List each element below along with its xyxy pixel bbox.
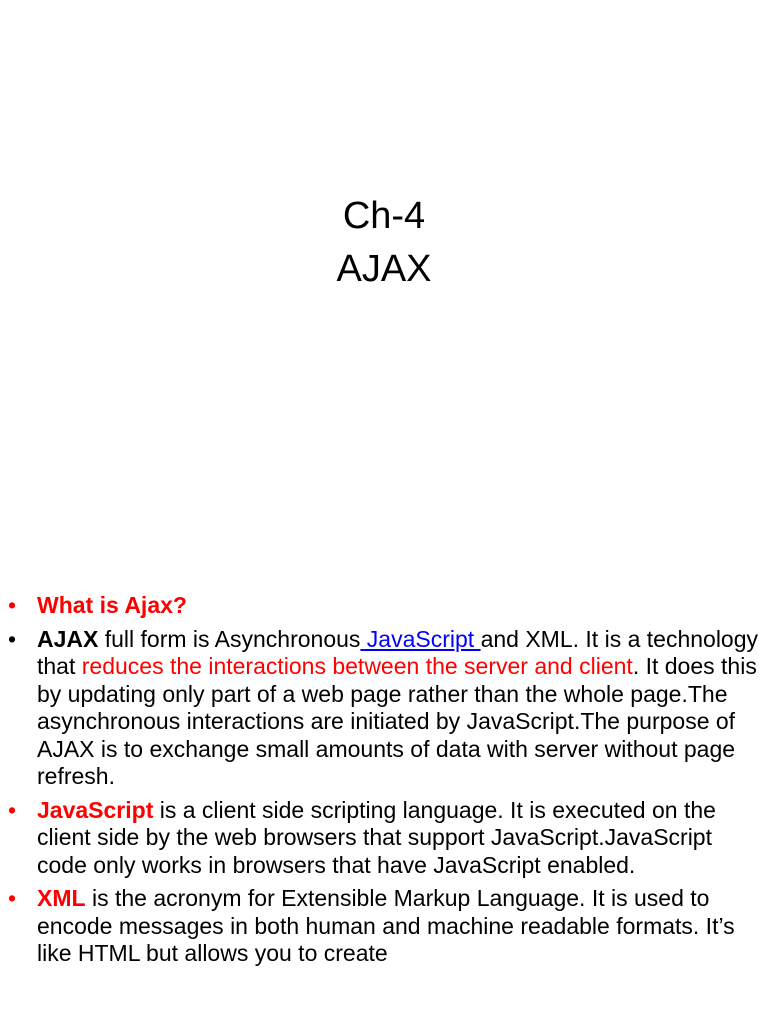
bullet-dot-icon: • [8, 592, 17, 618]
highlight-text: reduces the interactions between the server and client [81, 653, 633, 679]
title-topic: AJAX [336, 248, 432, 291]
question-text: What is Ajax? [37, 592, 187, 618]
slide-title [0, 190, 768, 296]
javascript-link[interactable]: JavaScript [360, 625, 481, 652]
xml-description: is the acronym for Extensible Markup Language. It is used to encode messages in both human and machine readable formats. It’s like HTML but allows you to create [37, 885, 735, 966]
definition-text-3: . It does this by updating only part of a web page rather than the whole page.The asynchronous interactions are initiated by JavaScript.The purpose of AJAX is to exchange small amounts of data with server without page refresh. [37, 653, 757, 789]
bullet-what-is-ajax [8, 592, 758, 620]
term-xml: XML [37, 885, 86, 911]
bullet-ajax-definition [8, 626, 758, 791]
definition-text-1: full form is Asynchronous [98, 625, 361, 652]
bullet-dot-icon: • [8, 885, 17, 911]
term-ajax: AJAX [37, 625, 99, 652]
definition-text-2: and XML. It is a technology that [37, 625, 759, 679]
bullet-list [8, 592, 758, 974]
bullet-javascript [8, 797, 758, 880]
title-chapter: Ch-4 [342, 195, 426, 237]
bullet-xml [8, 885, 758, 968]
javascript-description: is a client side scripting language. It is executed on the client side by the web browsers that support JavaScript.JavaScript code only works in browsers that have JavaScript enabled. [37, 796, 716, 878]
term-javascript: JavaScript [37, 796, 154, 823]
bullet-dot-icon: • [8, 796, 17, 823]
bullet-dot-icon: • [8, 625, 17, 652]
